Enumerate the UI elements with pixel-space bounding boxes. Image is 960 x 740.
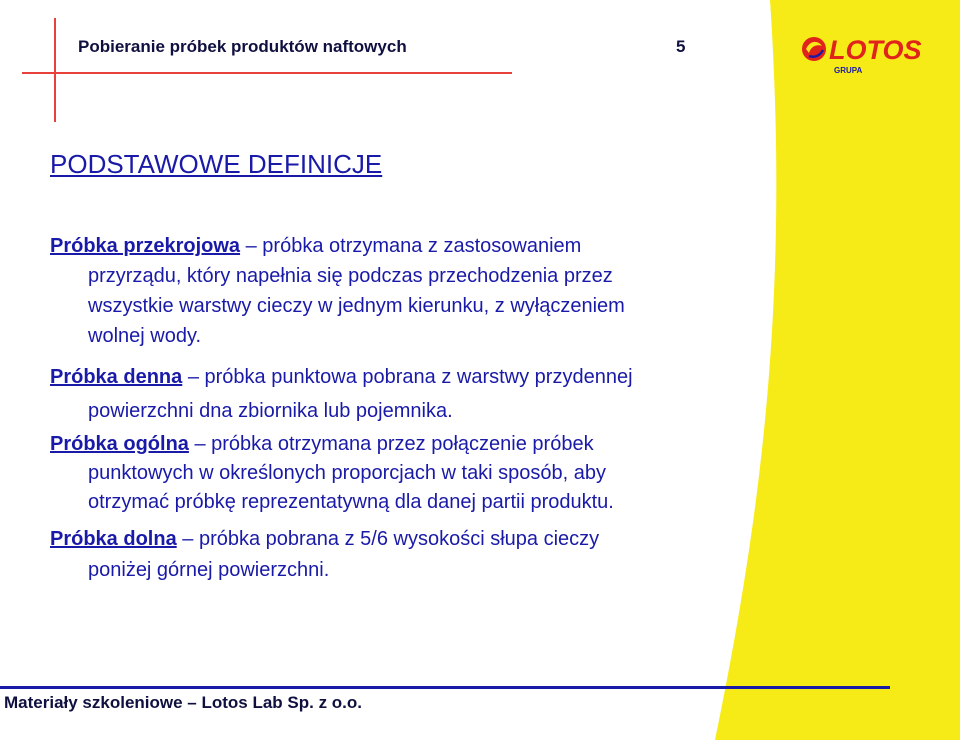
logo-wordmark: LOTOS xyxy=(829,35,922,65)
page-number: 5 xyxy=(676,37,686,56)
definition-text: – próbka otrzymana przez połączenie próbek xyxy=(188,433,594,455)
definition-text: poniżej górnej powierzchni. xyxy=(88,559,330,581)
definition-text: otrzymać próbkę reprezentatywną dla danej partii produktu. xyxy=(88,491,614,513)
red-guide-horizontal xyxy=(22,72,512,74)
footer-divider xyxy=(0,686,890,689)
definition-text: punktowych w określonych proporcjach w taki sposób, aby xyxy=(88,462,607,484)
definition-text: wszystkie warstwy cieczy w jednym kierunku, z wyłączeniem xyxy=(88,295,625,317)
lotos-logo xyxy=(800,32,928,80)
presentation-title: Pobieranie próbek produktów naftowych xyxy=(78,37,407,56)
lotos-emblem-icon xyxy=(802,37,826,61)
definition-text: – próbka punktowa pobrana z warstwy przydennej xyxy=(182,366,633,388)
definition-term: Próbka ogólna xyxy=(50,433,189,455)
definition-text: wolnej wody. xyxy=(88,325,202,347)
definition-cross-section xyxy=(50,231,810,351)
logo-subtext: GRUPA xyxy=(834,66,863,75)
definition-term: Próbka dolna xyxy=(50,528,177,550)
definition-lower-sample xyxy=(50,524,810,586)
definition-bottom-sample xyxy=(50,360,810,428)
red-guide-vertical xyxy=(54,18,56,122)
definition-text: powierzchni dna zbiornika lub pojemnika. xyxy=(88,400,453,422)
definition-term: Próbka przekrojowa xyxy=(50,235,241,257)
definition-term: Próbka denna xyxy=(50,366,183,388)
definition-text: przyrządu, który napełnia się podczas przechodzenia przez xyxy=(88,265,613,287)
footer-text: Materiały szkoleniowe – Lotos Lab Sp. z o.o. xyxy=(4,693,363,712)
definition-text: – próbka pobrana z 5/6 wysokości słupa cieczy xyxy=(176,528,600,550)
definition-composite-sample xyxy=(50,430,810,517)
definition-text: – próbka otrzymana z zastosowaniem xyxy=(240,235,582,257)
section-title: PODSTAWOWE DEFINICJE xyxy=(50,149,383,179)
